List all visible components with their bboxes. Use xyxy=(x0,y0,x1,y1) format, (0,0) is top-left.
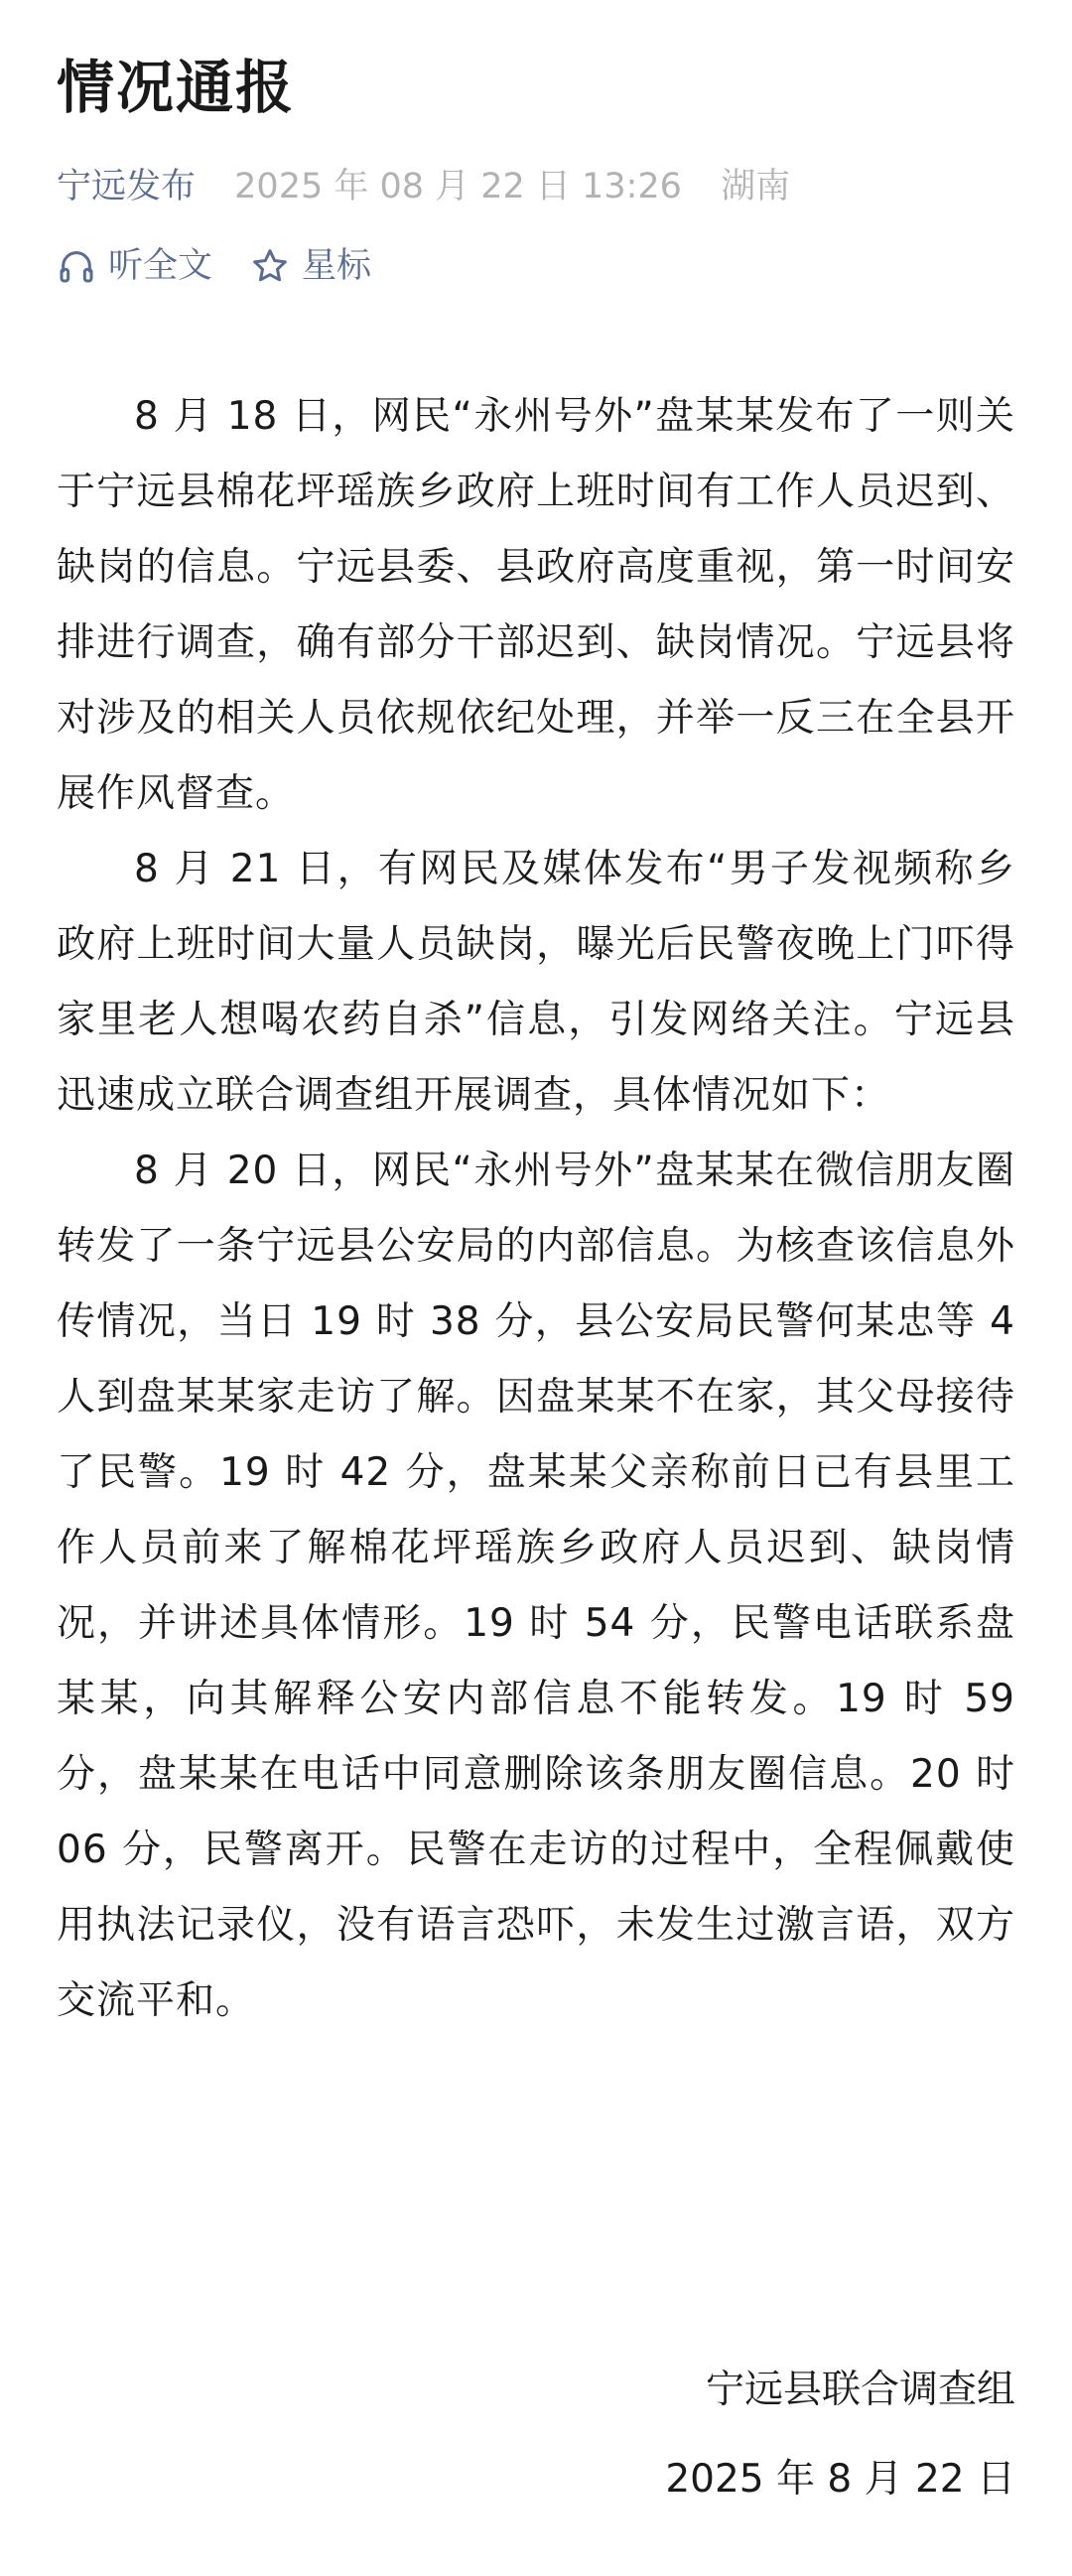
article-paragraph: 8 月 20 日，网民“永州号外”盘某某在微信朋友圈转发了一条宁远县公安局的内部信息。为核查该信息外传情况，当日 19 时 38 分，县公安局民警何某忠等 4 人到盘某某家走访了解。因盘某某不在家，其父母接待了民警。19 时 42 分，盘某某父亲称前日已有县里工作人员前来了解棉花坪瑶族乡政府人员迟到、缺岗情况，并讲述具体情形。19 时 54 分，民警电话联系盘某某，向其解释公安内部信息不能转发。19 时 59 分，盘某某在电话中同意删除该条朋友圈信息。20 时 06 分，民警离开。民警在走访的过程中，全程佩戴使用执法记录仪，没有语言恐吓，未发生过激言语，双方交流平和。 xyxy=(57,1149,1015,2023)
publish-date: 2025 年 08 月 22 日 13:26 xyxy=(234,167,682,206)
listen-label: 听全文 xyxy=(108,246,213,286)
signature-block xyxy=(665,2353,1015,2531)
signature-org: 宁远县联合调查组 xyxy=(705,2368,1015,2412)
account-name-link[interactable]: 宁远发布 xyxy=(57,167,197,206)
star-label: 星标 xyxy=(302,246,372,286)
article-body xyxy=(57,379,1015,2039)
headphones-icon xyxy=(57,246,96,286)
article-title: 情况通报 xyxy=(57,54,296,121)
listen-full-text-button[interactable] xyxy=(57,236,212,296)
article-meta xyxy=(57,157,790,216)
article-paragraph: 8 月 18 日，网民“永州号外”盘某某发布了一则关于宁远县棉花坪瑶族乡政府上班时间有工作人员迟到、缺岗的信息。宁远县委、县政府高度重视，第一时间安排进行调查，确有部分干部迟到、缺岗情况。宁远县将对涉及的相关人员依规依纪处理，并举一反三在全县开展作风督查。 xyxy=(57,394,1015,816)
star-button[interactable] xyxy=(250,236,371,296)
article-actions xyxy=(57,236,409,296)
signature-date: 2025 年 8 月 22 日 xyxy=(665,2457,1015,2502)
publish-location: 湖南 xyxy=(721,167,791,206)
star-icon xyxy=(250,246,290,286)
article-paragraph: 8 月 21 日，有网民及媒体发布“男子发视频称乡政府上班时间大量人员缺岗，曝光后民警夜晚上门吓得家里老人想喝农药自杀”信息，引发网络关注。宁远县迅速成立联合调查组开展调查，具体情况如下： xyxy=(57,847,1015,1118)
